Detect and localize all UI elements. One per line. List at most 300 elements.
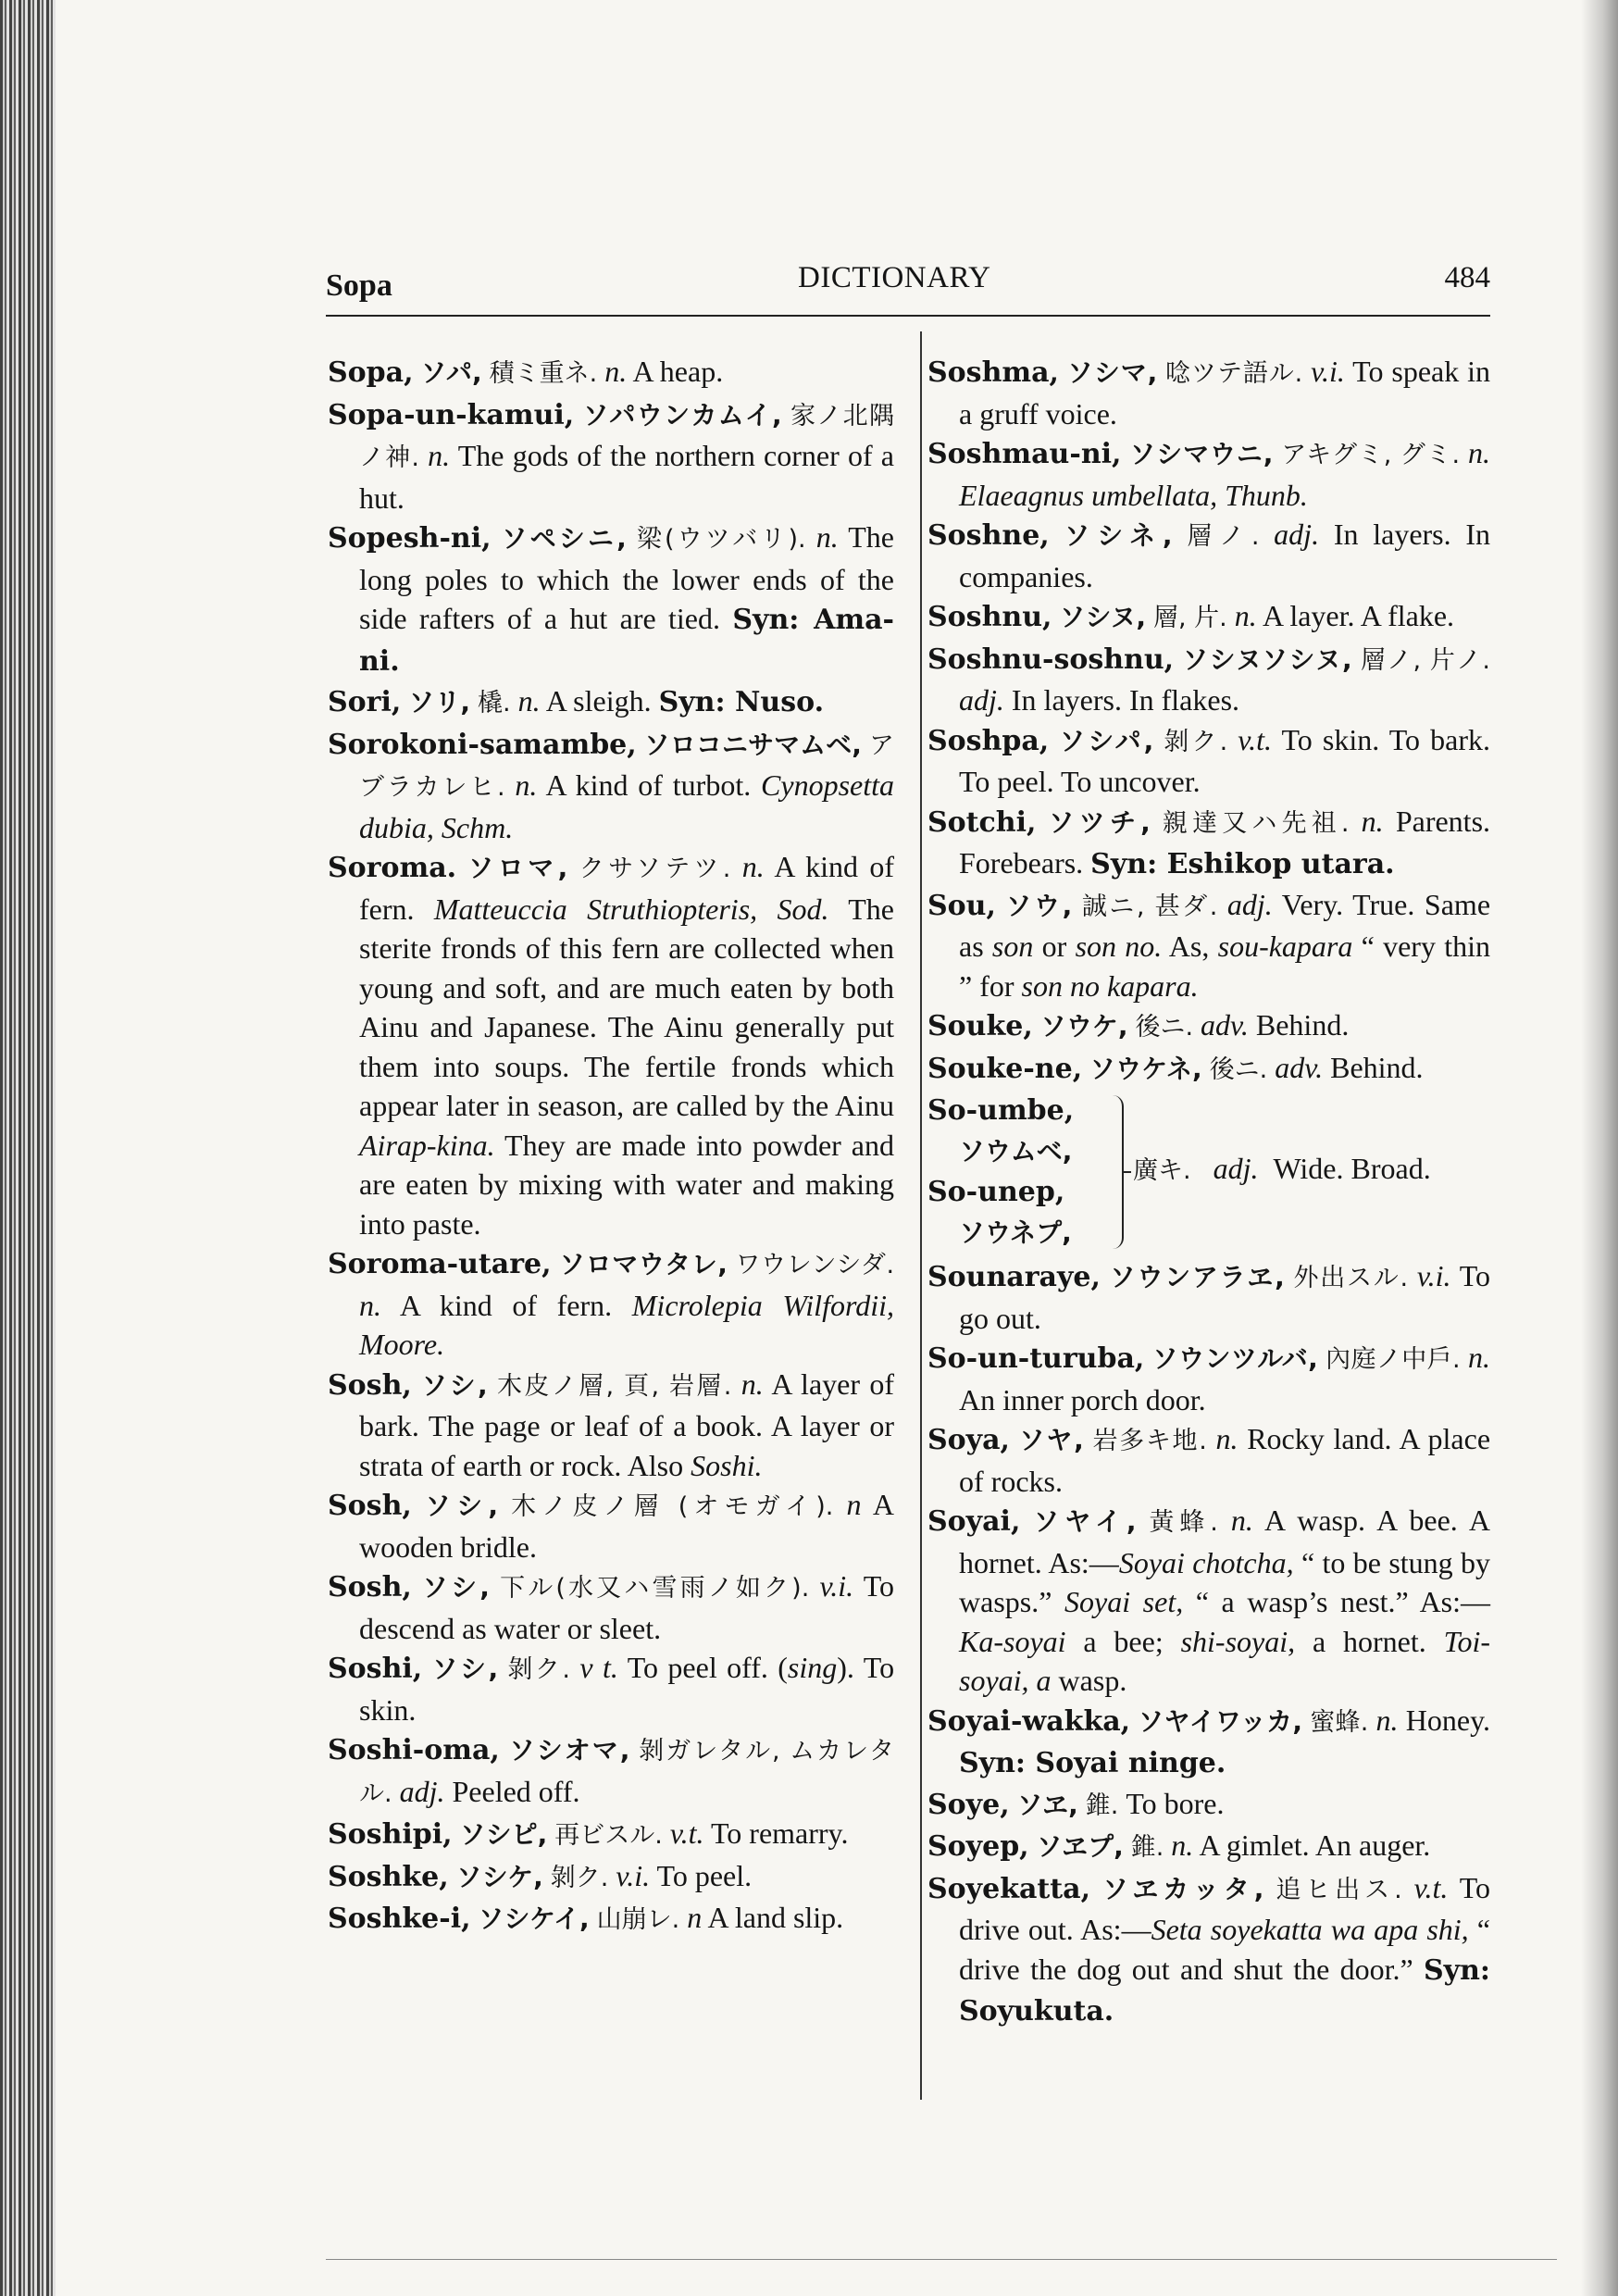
kanji-gloss: 梁(ウツバリ). bbox=[636, 525, 806, 554]
italic-text: sing bbox=[787, 1651, 838, 1684]
katakana: ソリ, bbox=[408, 687, 470, 718]
definition-text: To bore. bbox=[1118, 1786, 1225, 1820]
kanji-gloss: 木ノ皮ノ層 (オモガイ). bbox=[511, 1492, 834, 1521]
definition-text bbox=[1036, 805, 1048, 838]
part-of-speech: adj. bbox=[1226, 887, 1273, 921]
part-of-speech: v.t. bbox=[1238, 722, 1272, 756]
definition-text bbox=[806, 520, 816, 554]
definition-text bbox=[1402, 1871, 1414, 1904]
definition-text bbox=[1349, 805, 1361, 838]
headword: Soyekatta, bbox=[927, 1872, 1091, 1905]
definition-text: A gimlet. An auger. bbox=[1193, 1828, 1431, 1862]
headword: Soroma. bbox=[328, 852, 457, 884]
definition-text: As, bbox=[1162, 930, 1218, 963]
definition-text bbox=[511, 684, 518, 718]
definition-text bbox=[1029, 1828, 1037, 1862]
dictionary-entry bbox=[328, 724, 894, 848]
definition-text: A wasp. A bee. A hornet. As:— bbox=[959, 1504, 1491, 1579]
kanji-gloss: クサソテツ. bbox=[579, 855, 731, 883]
dictionary-entry bbox=[328, 352, 894, 394]
katakana: ソヤイワッカ, bbox=[1138, 1705, 1302, 1737]
definition-text bbox=[470, 684, 478, 718]
kanji-gloss: 後ニ. bbox=[1135, 1013, 1194, 1042]
kanji-gloss: 內庭ノ中戶. bbox=[1326, 1345, 1461, 1374]
definition-text bbox=[449, 1859, 456, 1892]
definition-text bbox=[412, 1488, 425, 1521]
scan-edge-left bbox=[0, 0, 56, 2296]
page-header bbox=[326, 261, 1490, 317]
definition-text bbox=[1174, 642, 1182, 675]
definition-text bbox=[422, 1651, 431, 1684]
headword: Soshnu, bbox=[927, 601, 1052, 633]
dictionary-entry bbox=[927, 639, 1490, 720]
kanji-gloss: 再ビスル. bbox=[554, 1821, 663, 1850]
definition-text bbox=[637, 727, 644, 760]
definition-text bbox=[996, 888, 1006, 921]
definition-text bbox=[1082, 1051, 1089, 1084]
running-head: Sopa bbox=[326, 268, 392, 303]
definition-text bbox=[570, 1651, 579, 1684]
italic-text: Airap-kina. bbox=[359, 1128, 495, 1162]
definition-text bbox=[1461, 1341, 1468, 1374]
headword: Soyep, bbox=[927, 1830, 1029, 1863]
italic-text: son no. bbox=[1075, 930, 1163, 963]
dictionary-entry bbox=[927, 1256, 1490, 1338]
definition-text bbox=[1033, 1008, 1040, 1042]
definition-text: Very. True. Same as bbox=[959, 887, 1491, 963]
katakana: ソロマウタレ, bbox=[559, 1249, 728, 1279]
dictionary-entry bbox=[927, 1048, 1490, 1091]
dictionary-entry bbox=[328, 1814, 894, 1856]
part-of-speech: v.i. bbox=[1416, 1259, 1451, 1292]
headword: Soya, bbox=[927, 1424, 1010, 1456]
italic-text: Ka-soyai bbox=[959, 1624, 1066, 1658]
katakana: ソシパ, bbox=[1059, 725, 1154, 756]
kanji-gloss: 岩多キ地. bbox=[1092, 1427, 1207, 1455]
definition-text bbox=[498, 1488, 511, 1521]
definition-text bbox=[1144, 1341, 1151, 1374]
dictionary-entry bbox=[328, 394, 894, 518]
brace-definition bbox=[1133, 1149, 1490, 1192]
definition-text: Peeled off. bbox=[444, 1774, 580, 1808]
definition-text bbox=[1408, 1259, 1417, 1292]
dictionary-entry bbox=[927, 1826, 1490, 1868]
part-of-speech: v.i. bbox=[819, 1569, 854, 1603]
definition-text bbox=[1460, 436, 1468, 469]
definition-text bbox=[412, 1569, 422, 1603]
definition-text bbox=[1217, 888, 1227, 921]
katakana: ソシマ, bbox=[1066, 357, 1158, 388]
definition-text bbox=[809, 1569, 819, 1603]
definition-text: wasp. bbox=[1051, 1664, 1127, 1697]
katakana: ソシヌ, bbox=[1059, 602, 1146, 632]
dictionary-entry bbox=[927, 596, 1490, 639]
headword: Soshnu-soshnu, bbox=[927, 643, 1175, 676]
italic-text: Soshi. bbox=[691, 1448, 763, 1482]
brace-tip bbox=[1122, 1171, 1131, 1173]
definition-text bbox=[456, 850, 467, 883]
katakana: ソシピ, bbox=[459, 1819, 548, 1850]
bottom-scan-line bbox=[326, 2259, 1557, 2260]
synonym: Syn: Eshikop utara. bbox=[1090, 848, 1395, 880]
katakana: ソロコニサマムベ, bbox=[643, 729, 862, 760]
definition-text: or bbox=[1033, 930, 1076, 963]
definition-text bbox=[1078, 1787, 1086, 1820]
definition-text: The sterite fronds of this fern are collected when young and soft, and are much eaten by both Ainu and Japanese. The Ainu generally put them into soups. The fertile fronds which appear later in season, are called by the Ainu bbox=[359, 892, 895, 1122]
part-of-speech: v.t. bbox=[1413, 1870, 1449, 1904]
part-of-speech: n. bbox=[1171, 1828, 1194, 1862]
part-of-speech: n. bbox=[604, 355, 628, 388]
definition-text: “ to be stung by wasps.” bbox=[959, 1545, 1491, 1618]
part-of-speech: n. bbox=[359, 1288, 381, 1322]
part-of-speech: n. bbox=[1230, 1504, 1253, 1537]
kanji-gloss: 橇. bbox=[477, 689, 511, 718]
synonym: Syn: Soyukuta. bbox=[959, 1953, 1490, 2028]
definition-text bbox=[1218, 1504, 1231, 1537]
definition-text bbox=[1173, 518, 1188, 551]
dictionary-entry bbox=[328, 1898, 894, 1940]
headword: Soroma-utare, bbox=[328, 1248, 552, 1280]
dictionary-entry bbox=[927, 352, 1490, 433]
definition-text bbox=[1059, 355, 1067, 388]
dictionary-entry bbox=[927, 1784, 1490, 1827]
katakana: ソシケイ, bbox=[478, 1903, 590, 1934]
katakana: ソウケ, bbox=[1039, 1011, 1128, 1042]
italic-text: Cynopsetta dubia, Schm. bbox=[359, 768, 894, 844]
kanji-gloss: アブラカレヒ. bbox=[359, 730, 895, 802]
headword: Soshmau-ni, bbox=[927, 438, 1122, 470]
header-rule bbox=[326, 315, 1490, 317]
definition-text: A kind of fern. bbox=[381, 1288, 632, 1322]
definition-text: To skin. To bark. To peel. To uncover. bbox=[959, 722, 1490, 798]
dictionary-entry bbox=[328, 1729, 894, 1814]
katakana: ソウンツルバ, bbox=[1151, 1343, 1318, 1374]
katakana: ソヱカッタ, bbox=[1101, 1873, 1264, 1904]
definition-text bbox=[1020, 1504, 1033, 1537]
definition-text bbox=[833, 1488, 846, 1521]
part-of-speech: v.i. bbox=[616, 1858, 651, 1892]
definition-text bbox=[414, 355, 421, 388]
definition-text: In layers. In companies. bbox=[959, 518, 1491, 593]
dictionary-entry bbox=[328, 518, 894, 681]
kanji-gloss: 木皮ノ層, 頁, 岩層. bbox=[497, 1371, 732, 1401]
synonym: Syn: Nuso. bbox=[658, 686, 825, 718]
katakana: ソヱ, bbox=[1016, 1789, 1078, 1820]
definition-text bbox=[782, 397, 790, 430]
headword: Soshi-oma, bbox=[328, 1734, 500, 1766]
definition-text bbox=[1101, 1259, 1110, 1292]
part-of-speech: adv. bbox=[1275, 1050, 1324, 1084]
definition-text bbox=[574, 397, 582, 430]
dictionary-entry bbox=[927, 1701, 1490, 1784]
definition-text bbox=[663, 1816, 670, 1850]
dictionary-entry bbox=[328, 1485, 894, 1566]
dictionary-entry bbox=[328, 681, 894, 724]
definition-text bbox=[1227, 599, 1235, 632]
definition-text: “ very thin ” for bbox=[959, 930, 1491, 1003]
definition-text: In layers. In flakes. bbox=[1003, 683, 1240, 717]
dictionary-entry bbox=[328, 1856, 894, 1899]
definition-text bbox=[1010, 1787, 1017, 1820]
definition-text bbox=[590, 1901, 597, 1934]
brace-entry bbox=[927, 1090, 1490, 1256]
part-of-speech: n. bbox=[1468, 436, 1491, 469]
kanji-gloss: 黃蜂. bbox=[1149, 1508, 1218, 1537]
definition-text bbox=[490, 1569, 500, 1603]
definition-text bbox=[629, 1732, 639, 1766]
kanji-gloss: 親達又ハ先祖. bbox=[1162, 808, 1350, 838]
definition-text bbox=[1084, 1422, 1093, 1455]
katakana: ソヱプ, bbox=[1036, 1831, 1124, 1862]
definition-text: To peel. bbox=[650, 1858, 753, 1892]
italic-text: son bbox=[991, 930, 1034, 963]
part-of-speech: n bbox=[846, 1488, 862, 1521]
dictionary-entry bbox=[927, 802, 1490, 885]
kanji-gloss: 家ノ北隅ノ神. bbox=[359, 401, 895, 472]
kanji-gloss: 外出スル. bbox=[1293, 1264, 1409, 1292]
definition-text: A sleigh. bbox=[540, 684, 659, 718]
part-of-speech: adj. bbox=[399, 1774, 445, 1808]
kanji-gloss: 追ヒ出ス. bbox=[1276, 1875, 1402, 1904]
headword: Soshke, bbox=[328, 1860, 449, 1893]
definition-text bbox=[1368, 1703, 1375, 1737]
headword: Sosh, bbox=[328, 1571, 412, 1603]
headword: Soshpa, bbox=[927, 724, 1050, 757]
definition-text: A layer of bark. The page or leaf of a book. A layer or strata of earth or rock. Also bbox=[359, 1366, 895, 1482]
right-column bbox=[927, 352, 1490, 2032]
headword: Sotchi, bbox=[927, 805, 1037, 839]
definition-text: “ drive the dog out and shut the door.” bbox=[959, 1913, 1491, 1986]
headword: Soyai, bbox=[927, 1505, 1021, 1538]
dictionary-entry bbox=[328, 847, 894, 1243]
headword: Soshma, bbox=[927, 356, 1060, 389]
definition-text bbox=[1352, 642, 1361, 675]
katakana: ソウンアラヱ, bbox=[1109, 1262, 1285, 1292]
definition-text bbox=[1259, 518, 1274, 551]
katakana: ソシマウニ, bbox=[1129, 439, 1274, 469]
kanji-gloss: 蜜蜂. bbox=[1310, 1707, 1369, 1737]
dictionary-entry bbox=[927, 720, 1490, 802]
katakana: ソヤイ, bbox=[1033, 1506, 1137, 1537]
headword: Sopa-un-kamui, bbox=[328, 398, 575, 431]
definition-text: A kind of turbot. bbox=[537, 768, 762, 802]
katakana: ソロマ, bbox=[467, 853, 568, 883]
part-of-speech: v.i. bbox=[1311, 355, 1345, 388]
part-of-speech: v.t. bbox=[669, 1816, 704, 1850]
definition-text: A wooden bridle. bbox=[359, 1488, 895, 1564]
dictionary-entry bbox=[927, 885, 1490, 1006]
part-of-speech: n. bbox=[1468, 1341, 1491, 1374]
definition-text bbox=[1072, 888, 1082, 921]
headword: Sorokoni-samambe, bbox=[328, 728, 637, 761]
definition-text bbox=[1193, 1008, 1201, 1042]
part-of-speech: n. bbox=[1215, 1422, 1238, 1455]
definition-text bbox=[392, 1775, 400, 1808]
kanji-gloss: 層, 片. bbox=[1152, 604, 1227, 632]
headword: Sou, bbox=[927, 889, 996, 922]
definition-text: Parents. Forebears. bbox=[959, 804, 1491, 880]
definition-text bbox=[730, 850, 741, 883]
dictionary-entry bbox=[927, 1868, 1490, 2032]
headword: Soshke-i, bbox=[328, 1903, 471, 1935]
definition-text bbox=[1050, 518, 1064, 551]
kanji-gloss: 積ミ重ネ. bbox=[489, 359, 598, 388]
definition-text bbox=[1202, 1051, 1210, 1084]
definition-text bbox=[1090, 1871, 1102, 1904]
part-of-speech: n. bbox=[815, 520, 839, 554]
definition-text: To go out. bbox=[959, 1259, 1491, 1335]
definition-text bbox=[488, 1367, 497, 1401]
right-column-bottom bbox=[927, 1256, 1490, 2032]
part-of-speech: n. bbox=[741, 850, 765, 883]
definition-text: Rocky land. A place of rocks. bbox=[959, 1422, 1491, 1498]
kanji-gloss: 唸ツテ語ル. bbox=[1165, 359, 1303, 388]
headword: Sosh, bbox=[328, 1490, 412, 1522]
italic-text: Soyai set, bbox=[1064, 1585, 1184, 1618]
kanji-gloss: 誠ニ, 甚ダ. bbox=[1081, 892, 1218, 921]
headword: So-unep, bbox=[927, 1176, 1065, 1208]
headword: Soshi, bbox=[328, 1653, 423, 1685]
katakana: ソパ, bbox=[420, 357, 482, 388]
part-of-speech: adj. bbox=[1274, 518, 1320, 551]
part-of-speech: n. bbox=[517, 684, 541, 718]
definition-text bbox=[1227, 723, 1238, 756]
page-number: 484 bbox=[1444, 261, 1490, 294]
headword: Souke-ne, bbox=[927, 1052, 1083, 1085]
synonym: Syn: Soyai ninge. bbox=[959, 1747, 1226, 1779]
kanji-gloss: 錐. bbox=[1130, 1833, 1164, 1862]
dictionary-entry bbox=[328, 1243, 894, 1365]
katakana: ソウムベ, bbox=[959, 1136, 1073, 1167]
scan-edge-right bbox=[1581, 0, 1618, 2296]
italic-text: Matteuccia Struthiopteris, Sod. bbox=[433, 892, 829, 926]
kanji-gloss: 山崩レ. bbox=[596, 1905, 680, 1934]
headword: Soshne, bbox=[927, 519, 1050, 552]
dictionary-entry bbox=[328, 1648, 894, 1729]
italic-text: Elaeagnus umbellata, Thunb. bbox=[959, 478, 1308, 512]
headword: Sounaraye, bbox=[927, 1261, 1101, 1293]
definition-text: a hornet. bbox=[1295, 1624, 1444, 1658]
italic-text: Seta soyekatta wa apa shi, bbox=[1151, 1913, 1469, 1946]
definition-text: To drive out. As:— bbox=[959, 1870, 1491, 1946]
definition-text: A layer. A flake. bbox=[1256, 599, 1455, 632]
definition-text bbox=[500, 1732, 509, 1766]
definition-text bbox=[1137, 1504, 1150, 1537]
italic-text: Microlepia Wilfordii, Moore. bbox=[359, 1288, 894, 1361]
kanji-gloss: 層ノ. bbox=[1187, 522, 1260, 551]
katakana: ソウネプ, bbox=[959, 1217, 1072, 1248]
definition-text bbox=[453, 1816, 460, 1850]
part-of-speech: adv. bbox=[1201, 1008, 1249, 1042]
dictionary-entry bbox=[328, 1365, 894, 1486]
headword: Sori, bbox=[328, 686, 402, 718]
definition-text bbox=[1318, 1341, 1326, 1374]
part-of-speech: n. bbox=[741, 1366, 764, 1401]
italic-text: Toi-soyai, a bbox=[959, 1624, 1491, 1697]
definition-text bbox=[1207, 1422, 1216, 1455]
definition-text: They are made into powder and are eaten by mixing with water and making into paste. bbox=[359, 1128, 894, 1241]
definition-text: Behind. bbox=[1323, 1050, 1424, 1084]
kanji-gloss: 剝ク. bbox=[1164, 727, 1228, 756]
dictionary-entry bbox=[927, 1501, 1490, 1701]
headword: Sosh, bbox=[328, 1368, 412, 1402]
katakana: ソシ, bbox=[431, 1653, 499, 1684]
definition-text bbox=[412, 1367, 421, 1401]
katakana: ソシ, bbox=[425, 1491, 498, 1521]
definition-text bbox=[1302, 355, 1311, 388]
definition-text: A kind of fern. bbox=[359, 850, 895, 926]
italic-text: Soyai chotcha, bbox=[1118, 1545, 1294, 1579]
part-of-speech: n. bbox=[428, 439, 451, 472]
definition-text: To descend as water or sleet. bbox=[359, 1569, 895, 1645]
definition-text bbox=[543, 1859, 551, 1892]
definition-text bbox=[552, 1246, 560, 1279]
headword: Souke, bbox=[927, 1010, 1033, 1042]
definition-text: Behind. bbox=[1248, 1008, 1350, 1042]
definition-text: A heap. bbox=[627, 355, 724, 388]
definition-text bbox=[1273, 436, 1281, 469]
definition-text: The gods of the northern corner of a hut. bbox=[359, 439, 895, 515]
definition-text bbox=[419, 439, 428, 472]
definition-text: A land slip. bbox=[702, 1901, 844, 1934]
definition-text bbox=[1010, 1422, 1019, 1455]
definition-text: To peel off. ( bbox=[617, 1651, 788, 1684]
kanji-gloss: 錐. bbox=[1085, 1791, 1119, 1820]
definition-text: Wide. Broad. bbox=[1273, 1152, 1431, 1185]
column-divider bbox=[920, 331, 922, 2100]
kanji-gloss: アキグミ, グミ. bbox=[1281, 441, 1461, 469]
kanji-gloss: 剝ク. bbox=[507, 1655, 570, 1684]
definition-text: The long poles to which the lower ends of the side rafters of a hut are tied. bbox=[359, 520, 894, 635]
katakana: ソパウンカムイ, bbox=[582, 399, 782, 430]
kanji-gloss: 後ニ. bbox=[1209, 1054, 1268, 1084]
kanji-gloss: 剝ク. bbox=[550, 1863, 609, 1892]
katakana: ソシヌソシヌ, bbox=[1182, 643, 1352, 675]
definition-text bbox=[567, 850, 579, 883]
definition-text bbox=[862, 727, 869, 760]
definition-text bbox=[505, 768, 516, 802]
definition-text: ). To skin. bbox=[359, 1651, 895, 1727]
part-of-speech: adj. bbox=[1213, 1152, 1259, 1185]
kanji-gloss: 下ル(水又ハ雪雨ノ如ク). bbox=[500, 1574, 810, 1603]
kanji-gloss: 層ノ, 片ノ. bbox=[1360, 645, 1491, 675]
left-column bbox=[328, 352, 894, 1940]
dictionary-entry bbox=[927, 1419, 1490, 1501]
katakana: ソシ, bbox=[421, 1572, 490, 1603]
dictionary-entry bbox=[927, 1338, 1490, 1419]
katakana: ソシオマ, bbox=[508, 1735, 630, 1766]
definition-text: To speak in a gruff voice. bbox=[959, 355, 1491, 430]
part-of-speech: n bbox=[687, 1901, 703, 1934]
definition-text: An inner porch door. bbox=[959, 1382, 1206, 1416]
headword: Soyai-wakka, bbox=[927, 1704, 1131, 1738]
part-of-speech: n. bbox=[1234, 599, 1257, 632]
right-column-top bbox=[927, 352, 1490, 1090]
dictionary-entry bbox=[328, 1566, 894, 1648]
headword: So-un-turuba, bbox=[927, 1342, 1145, 1375]
definition-text bbox=[627, 520, 637, 554]
definition-text: “ a wasp’s nest.” As:— bbox=[1183, 1585, 1491, 1618]
katakana: ソシケ, bbox=[455, 1861, 543, 1892]
katakana: ソペシニ, bbox=[501, 523, 627, 554]
definition-text bbox=[492, 520, 502, 554]
definition-text bbox=[1302, 1703, 1310, 1737]
headword: Soshipi, bbox=[328, 1818, 453, 1851]
section-title: DICTIONARY bbox=[798, 261, 991, 294]
part-of-speech: v t. bbox=[579, 1651, 618, 1684]
part-of-speech: n. bbox=[1361, 804, 1384, 838]
dictionary-entry bbox=[927, 1005, 1490, 1048]
